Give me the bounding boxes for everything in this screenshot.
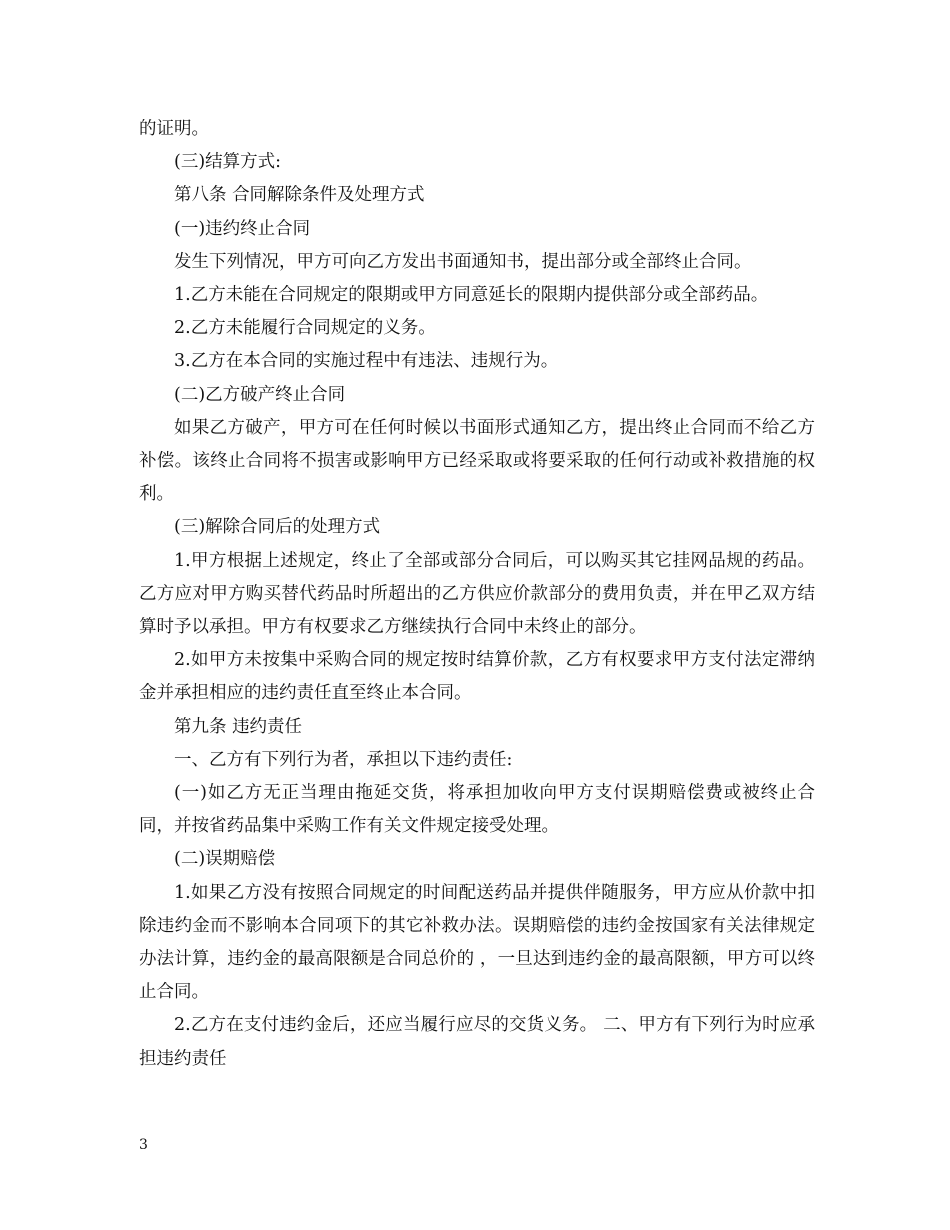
section-heading: 第九条 违约责任 xyxy=(174,716,303,737)
paragraph: 发生下列情况，甲方可向乙方发出书面通知书，提出部分或全部终止合同。 xyxy=(174,251,752,272)
page-number: 3 xyxy=(139,1137,148,1153)
list-item: 2.乙方在支付违约金后，还应当履行应尽的交货义务。 二、甲方有下列行为时应承担违约责任 xyxy=(139,1015,815,1069)
paragraph: 的证明。 xyxy=(139,119,209,139)
paragraph: (一)如乙方无正当理由拖延交货，将承担加收向甲方支付误期赔偿费或被终止合同，并按省药品集中采购工作有关文件规定接受处理。 xyxy=(139,783,815,837)
paragraph: 一、乙方有下列行为者，承担以下违约责任: xyxy=(174,749,513,770)
subsection-heading: (三)解除合同后的处理方式 xyxy=(174,517,381,538)
list-item: 1.甲方根据上述规定，终止了全部或部分合同后，可以购买其它挂网品规的药品。乙方应对甲方购买替代药品时所超出的乙方供应价款部分的费用负责，并在甲乙双方结算时予以承担。甲方有权要求乙方继续执行合同中未终止的部分。 xyxy=(139,550,815,638)
subsection-heading: (一)违约终止合同 xyxy=(174,218,311,239)
list-item: 2.乙方未能履行合同规定的义务。 xyxy=(174,318,436,339)
list-item: 1.如果乙方没有按照合同规定的时间配送药品并提供伴随服务，甲方应从价款中扣除违约金而不影响本合同项下的其它补救办法。误期赔偿的违约金按国家有关法律规定办法计算，违约金的最高限额是合同总价的 ，一旦达到违约金的最高限额，甲方可以终止合同。 xyxy=(139,882,815,1003)
subsection-heading: (二)误期赔偿 xyxy=(174,849,276,870)
list-item: 2.如甲方未按集中采购合同的规定按时结算价款，乙方有权要求甲方支付法定滞纳金并承担相应的违约责任直至终止本合同。 xyxy=(139,650,815,704)
paragraph: (三)结算方式: xyxy=(174,152,282,173)
subsection-heading: (二)乙方破产终止合同 xyxy=(174,384,346,405)
section-heading: 第八条 合同解除条件及处理方式 xyxy=(174,185,425,206)
document-body xyxy=(139,113,815,1076)
list-item: 3.乙方在本合同的实施过程中有违法、违规行为。 xyxy=(174,351,559,372)
paragraph: 如果乙方破产，甲方可在任何时候以书面形式通知乙方，提出终止合同而不给乙方补偿。该终止合同将不损害或影响甲方已经采取或将要采取的任何行动或补救措施的权利。 xyxy=(139,417,815,505)
list-item: 1.乙方未能在合同规定的限期或甲方同意延长的限期内提供部分或全部药品。 xyxy=(174,285,769,306)
